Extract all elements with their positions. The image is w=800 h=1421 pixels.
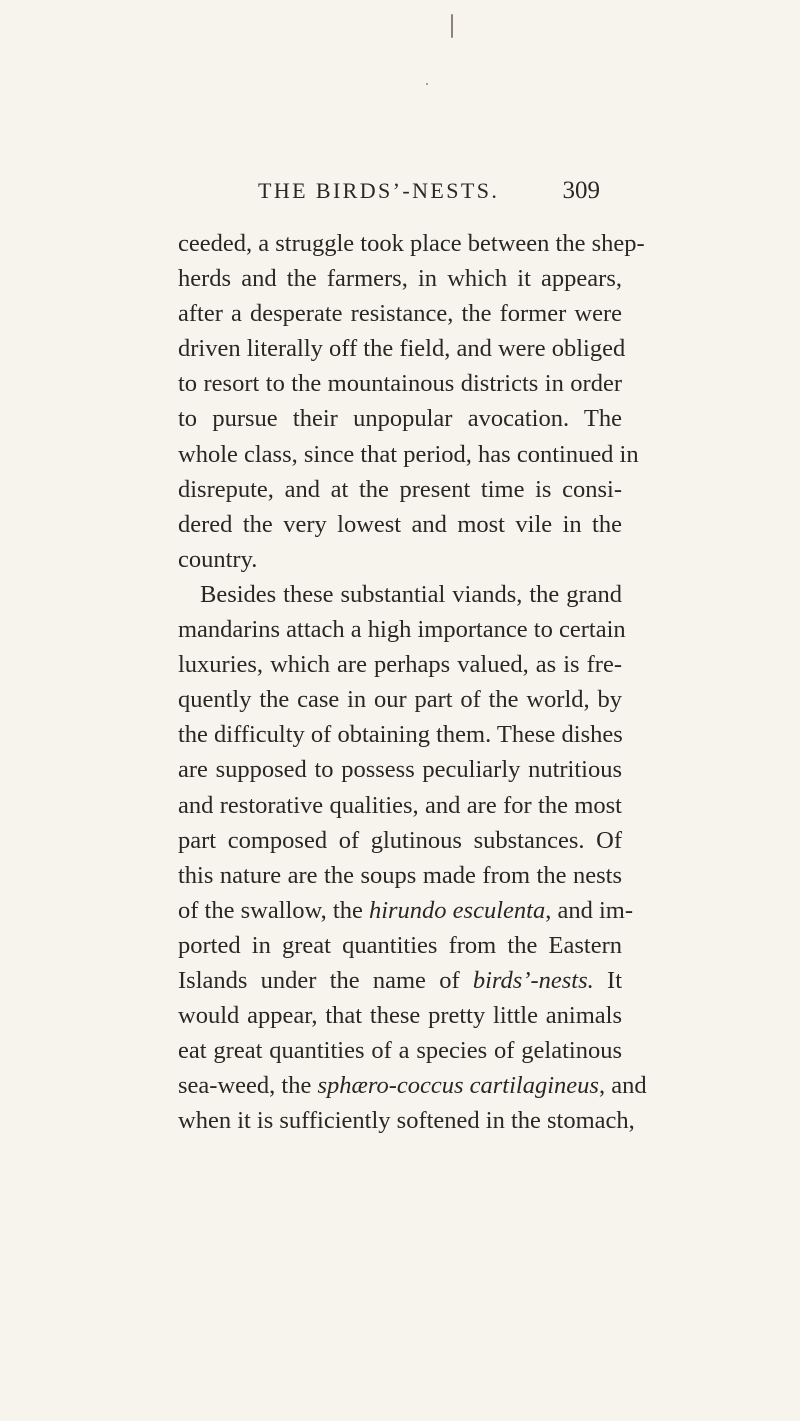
text-line: herds and the farmers, in which it appears,: [178, 265, 622, 293]
running-title: THE BIRDS’-NESTS.: [258, 178, 500, 203]
italic-term: birds’-nests.: [472, 966, 594, 994]
text-line: after a desperate resistance, the former were: [178, 300, 622, 328]
text-line: are supposed to possess peculiarly nutritious: [178, 756, 622, 784]
text-line: [178, 963, 622, 998]
text-run: Islands under the name of: [178, 966, 473, 994]
text-line: mandarins attach a high importance to certain: [178, 616, 626, 644]
text-line: to resort to the mountainous districts in order: [178, 370, 622, 398]
text-line: and restorative qualities, and are for the most: [178, 791, 622, 819]
text-line: [178, 893, 633, 928]
body-text: [178, 226, 647, 1138]
text-line: [178, 1068, 647, 1103]
text-line: Besides these substantial viands, the grand: [200, 580, 622, 608]
text-line: to pursue their unpopular avocation. The: [178, 405, 622, 433]
text-run: , and im-: [545, 896, 633, 924]
text-line: dered the very lowest and most vile in the: [178, 510, 622, 538]
text-run: of the swallow, the: [178, 896, 369, 924]
running-head: [258, 171, 600, 211]
text-line: when it is sufficiently softened in the stomach,: [178, 1107, 635, 1135]
text-line: part composed of glutinous substances. Of: [178, 826, 622, 854]
text-line: the difficulty of obtaining them. These dishes: [178, 721, 623, 749]
text-line: country.: [178, 545, 258, 573]
text-line: quently the case in our part of the world, by: [178, 686, 622, 714]
text-run: It: [593, 966, 622, 994]
text-line: this nature are the soups made from the nests: [178, 861, 622, 889]
text-run: sea-weed, the: [178, 1072, 318, 1100]
text-line: luxuries, which are perhaps valued, as is fre-: [178, 651, 622, 679]
paper-speck: [426, 83, 428, 85]
text-line: ported in great quantities from the Eastern: [178, 931, 622, 959]
text-line: eat great quantities of a species of gelatinous: [178, 1037, 622, 1065]
text-run: , and: [598, 1072, 647, 1100]
page-number: 309: [562, 177, 600, 204]
paper-speck: [451, 14, 453, 38]
latin-name: hirundo esculenta: [368, 896, 546, 924]
text-line: would appear, that these pretty little animals: [178, 1002, 622, 1030]
latin-name: sphæro-coccus cartilagineus: [317, 1072, 599, 1100]
text-line: driven literally off the field, and were obliged: [178, 335, 626, 363]
text-line: ceeded, a struggle took place between the shep-: [178, 230, 645, 257]
text-line: whole class, since that period, has continued in: [178, 440, 639, 468]
text-line: disrepute, and at the present time is consi-: [178, 475, 622, 503]
